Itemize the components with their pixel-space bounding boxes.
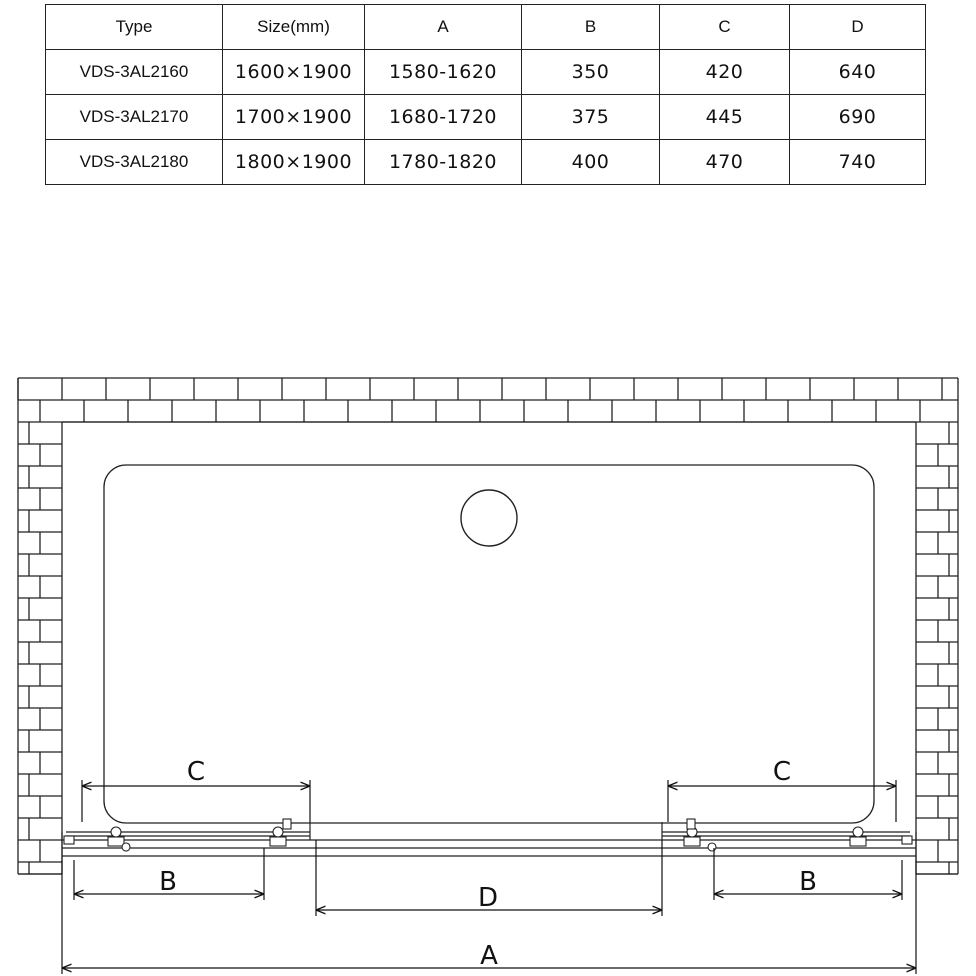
roller-icon [853, 827, 863, 837]
clamp-icon [283, 819, 291, 829]
clamp-icon [850, 837, 866, 846]
header-c: C [660, 5, 790, 50]
cell-type: VDS-3AL2180 [46, 140, 223, 185]
cell-d: 640 [790, 50, 926, 95]
header-b: B [522, 5, 660, 50]
cell-size: 1800×1900 [223, 140, 365, 185]
clamp-icon [684, 837, 700, 846]
cell-a: 1780-1820 [365, 140, 522, 185]
table-header-row [46, 5, 926, 50]
header-a: A [365, 5, 522, 50]
roller-icon [708, 843, 716, 851]
sliding-door-rails [62, 822, 916, 860]
brick-wall [18, 378, 958, 874]
dimension-c-right-label: C [772, 757, 792, 787]
roller-icon [111, 827, 121, 837]
table-row [46, 95, 926, 140]
header-d: D [790, 5, 926, 50]
roller-icon [122, 843, 130, 851]
cell-a: 1680-1720 [365, 95, 522, 140]
spec-table [45, 4, 926, 185]
dimension-b-left-label: B [159, 867, 177, 897]
header-type: Type [46, 5, 223, 50]
cell-b: 375 [522, 95, 660, 140]
cell-d: 690 [790, 95, 926, 140]
end-cap-icon [902, 836, 912, 844]
end-cap-icon [64, 836, 74, 844]
dimension-d-label: D [477, 883, 499, 913]
table-row [46, 140, 926, 185]
cell-b: 350 [522, 50, 660, 95]
clamp-icon [108, 837, 124, 846]
shower-tray-outline [104, 465, 874, 823]
clamp-icon [687, 819, 695, 829]
dimension-c-left-label: C [186, 757, 206, 787]
cell-type: VDS-3AL2160 [46, 50, 223, 95]
cell-c: 445 [660, 95, 790, 140]
cell-b: 400 [522, 140, 660, 185]
shower-plan-drawing [0, 370, 976, 976]
cell-size: 1600×1900 [223, 50, 365, 95]
roller-hardware [64, 819, 912, 851]
cell-a: 1580-1620 [365, 50, 522, 95]
roller-icon [273, 827, 283, 837]
clamp-icon [270, 837, 286, 846]
drain-icon [461, 490, 517, 546]
dimension-a-label: A [480, 941, 498, 971]
header-size: Size(mm) [223, 5, 365, 50]
dimension-b-right-label: B [799, 867, 817, 897]
cell-d: 740 [790, 140, 926, 185]
cell-type: VDS-3AL2170 [46, 95, 223, 140]
cell-c: 420 [660, 50, 790, 95]
cell-c: 470 [660, 140, 790, 185]
table-row [46, 50, 926, 95]
cell-size: 1700×1900 [223, 95, 365, 140]
